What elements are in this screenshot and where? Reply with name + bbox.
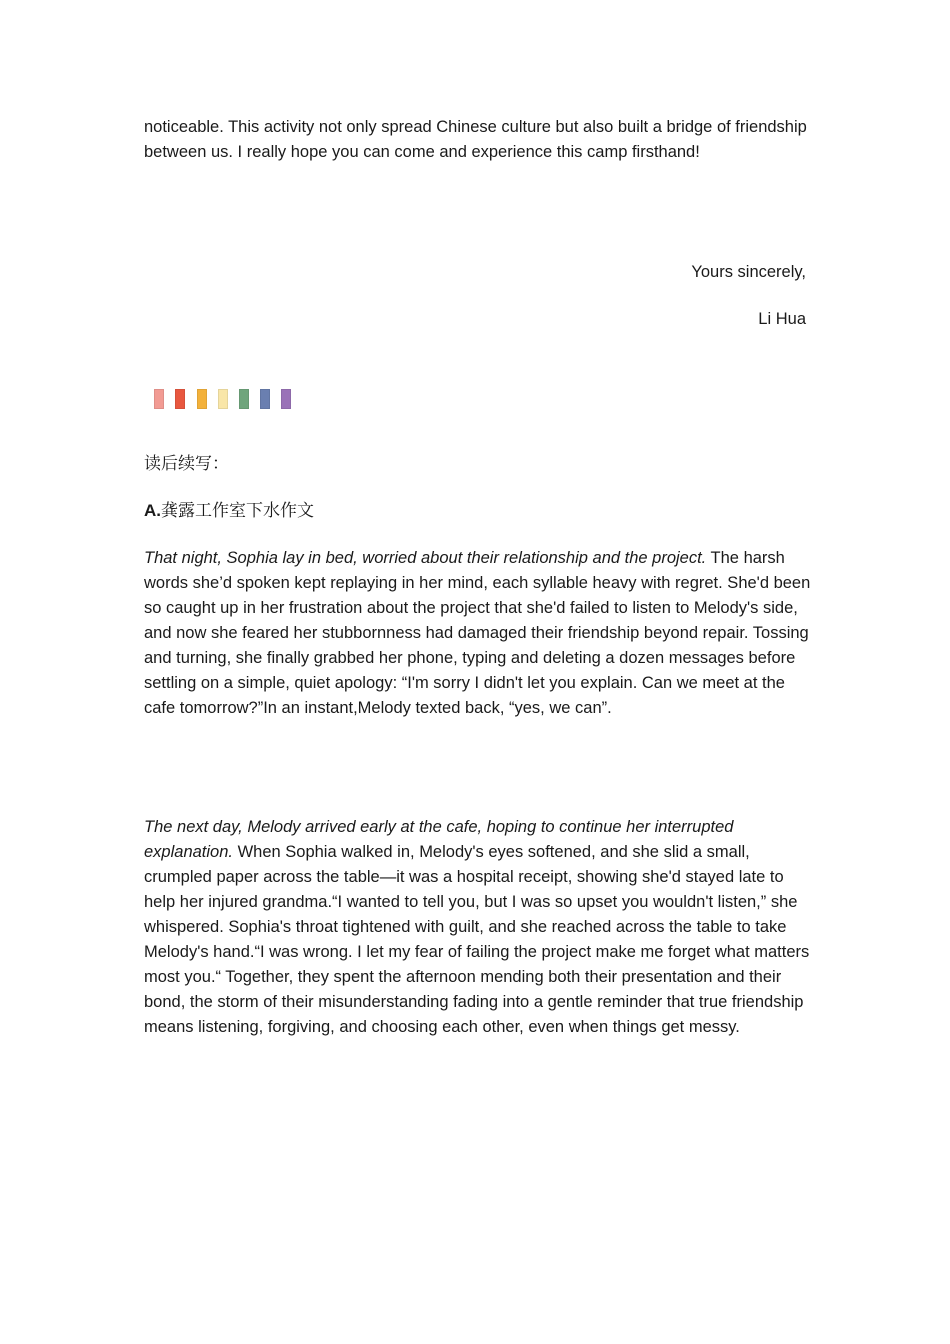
color-swatch	[175, 389, 185, 409]
story-paragraph-2-lead: The next day, Melody arrived early at the cafe, hoping to continue her interrupted explanation.	[144, 818, 734, 861]
subtitle-prefix: A.	[144, 501, 161, 520]
story-paragraph-1-body: The harsh words she’d spoken kept replaying in her mind, each syllable heavy with regret. She'd been so caught up in her frustration about the project that she'd failed to listen to Melody's side, and now she feared her stubbornness had damaged their friendship beyond repair. Tossing and turning, she finally grabbed her phone, typing and deleting a dozen messages before settling on a simple, quiet apology: “I'm sorry I didn't let you explain. Can we meet at the cafe tomorrow?”In an instant,Melody texted back, “yes, we can”.	[144, 549, 811, 717]
color-swatch	[197, 389, 207, 409]
story-paragraph-2-body: When Sophia walked in, Melody's eyes softened, and she slid a small, crumpled paper across the table—it was a hospital receipt, showing she'd stayed late to help her injured grandma.“I wanted to tell you, but I was so upset you wouldn't listen,” she whispered. Sophia's throat tightened with guilt, and she reached across the table to take Melody's hand.“I was wrong. I let my fear of failing the project make me forget what matters most you.“ Together, they spent the afternoon mending both their presentation and their bond, the storm of their misunderstanding fading into a gentle reminder that true friendship means listening, forgiving, and choosing each other, even when things get messy.	[144, 843, 810, 1036]
section-subtitle	[144, 498, 314, 523]
sign-off: Yours sincerely,	[691, 263, 806, 281]
signature: Li Hua	[758, 310, 806, 328]
section-title: 读后续写：	[144, 454, 229, 473]
story-paragraph-2	[144, 815, 816, 1040]
story-paragraph-1-lead: That night, Sophia lay in bed, worried about their relationship and the project.	[144, 549, 707, 567]
letter-closing-paragraph: noticeable. This activity not only spread Chinese culture but also built a bridge of friendship between us. I really hope you can come and experience this camp firsthand!	[144, 118, 807, 161]
color-swatch	[218, 389, 228, 409]
story-paragraph-1	[144, 546, 816, 721]
color-swatch	[260, 389, 270, 409]
color-swatch	[281, 389, 291, 409]
subtitle-text: 龚露工作室下水作文	[161, 501, 314, 520]
color-swatch	[239, 389, 249, 409]
color-swatch	[154, 389, 164, 409]
